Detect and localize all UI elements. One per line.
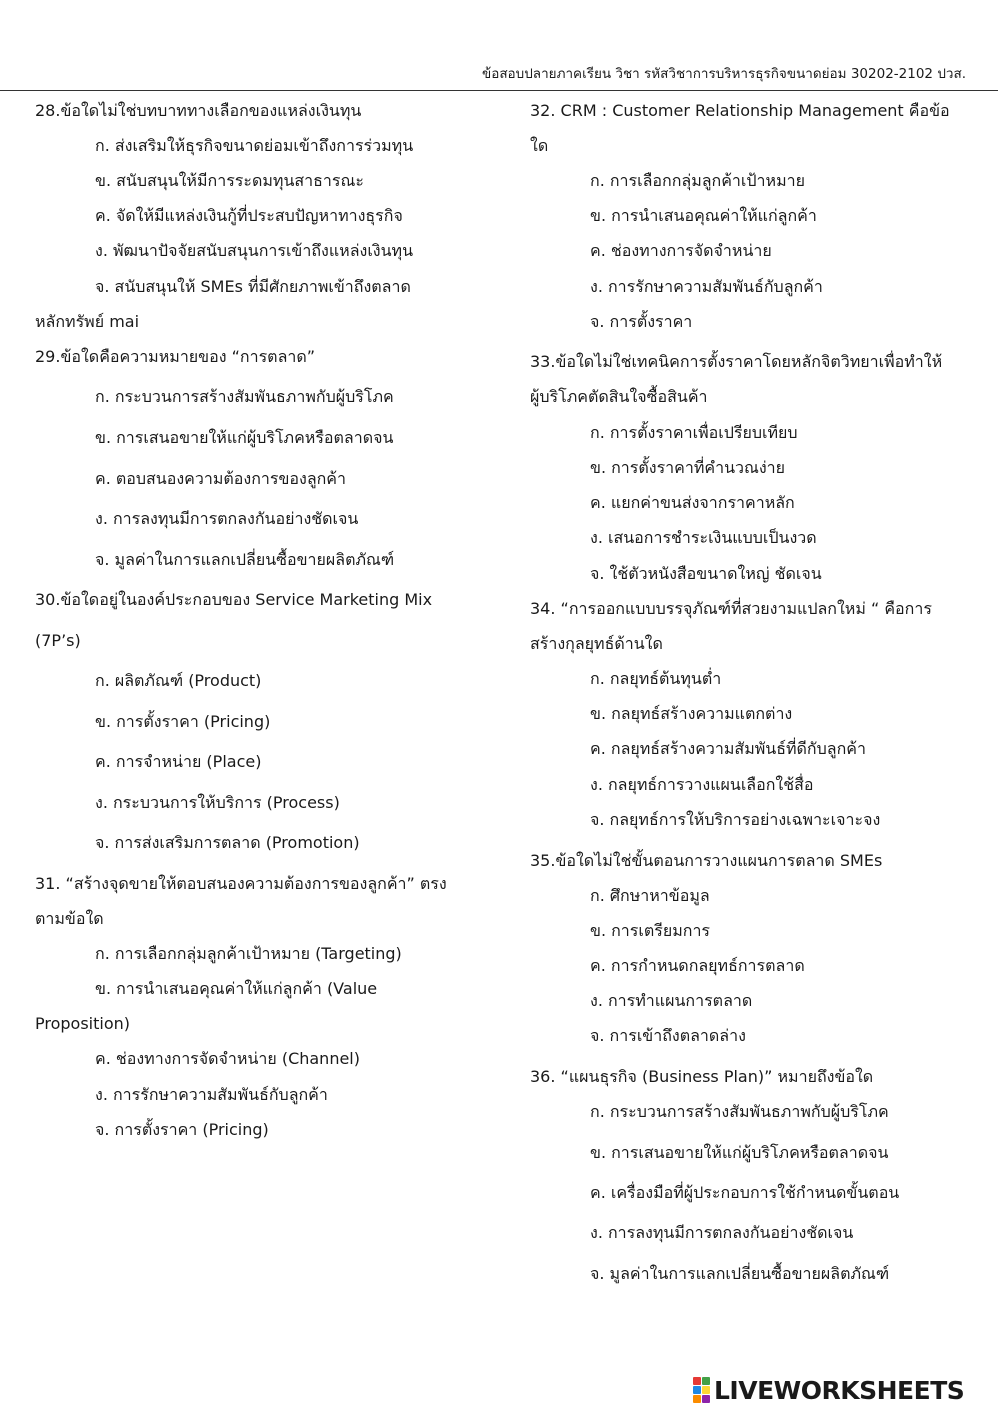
- answer-option: ค. กลยุทธ์สร้างความสัมพันธ์ที่ดีกับลูกค้า: [590, 739, 866, 758]
- answer-option: ก. กลยุทธ์ต้นทุนต่ำ: [590, 669, 722, 688]
- answer-option: ง. การลงทุนมีการตกลงกันอย่างชัดเจน: [590, 1223, 854, 1242]
- question-text: 32. CRM : Customer Relationship Management คือข้อ: [530, 101, 950, 120]
- logo-text: LIVEWORKSHEETS: [714, 1375, 965, 1405]
- answer-option: จ. มูลค่าในการแลกเปลี่ยนซื้อขายผลิตภัณฑ์: [590, 1264, 890, 1283]
- liveworksheets-logo: [693, 1372, 993, 1408]
- liveworksheets-logo-icon: [693, 1377, 710, 1403]
- question-text: ตามข้อใด: [35, 909, 104, 928]
- answer-option: ก. กระบวนการสร้างสัมพันธภาพกับผู้บริโภค: [590, 1102, 889, 1121]
- page-header: ข้อสอบปลายภาคเรียน วิชา รหัสวิชาการบริหารธุรกิจขนาดย่อม 30202-2102 ปวส.: [481, 66, 966, 82]
- question-text: สร้างกุลยุทธ์ด้านใด: [530, 634, 663, 653]
- question-text: 28.ข้อใดไม่ใช่บทบาททางเลือกของแหล่งเงินทุน: [35, 101, 362, 120]
- answer-option: ค. การจำหน่าย (Place): [95, 752, 262, 771]
- question-text: 36. “แผนธุรกิจ (Business Plan)” หมายถึงข้อใด: [530, 1067, 874, 1086]
- logo-square: [702, 1386, 710, 1394]
- question-text: 34. “การออกแบบบรรจุภัณฑ์ที่สวยงามแปลกใหม่ “ คือการ: [530, 599, 932, 618]
- answer-option: ค. แยกค่าขนส่งจากราคาหลัก: [590, 493, 795, 512]
- question-text: ใด: [530, 136, 549, 155]
- answer-option: ค. ช่องทางการจัดจำหน่าย (Channel): [95, 1049, 360, 1068]
- logo-square: [702, 1377, 710, 1385]
- answer-option: ค. เครื่องมือที่ผู้ประกอบการใช้กำหนดขั้นตอน: [590, 1183, 900, 1202]
- answer-option: ง. การรักษาความสัมพันธ์กับลูกค้า: [95, 1085, 328, 1104]
- answer-option: ข. การตั้งราคา (Pricing): [95, 712, 271, 731]
- answer-option: ข. การตั้งราคาที่คำนวณง่าย: [590, 458, 786, 477]
- answer-option: ง. การทำแผนการตลาด: [590, 991, 753, 1010]
- answer-option: จ. การตั้งราคา (Pricing): [95, 1120, 269, 1139]
- answer-option: ก. กระบวนการสร้างสัมพันธภาพกับผู้บริโภค: [95, 387, 394, 406]
- question-text: Proposition): [35, 1014, 130, 1033]
- answer-option: จ. สนับสนุนให้ SMEs ที่มีศักยภาพเข้าถึงตลาด: [95, 277, 411, 296]
- answer-option: ข. สนับสนุนให้มีการระดมทุนสาธารณะ: [95, 171, 364, 190]
- answer-option: ค. จัดให้มีแหล่งเงินกู้ที่ประสบปัญหาทางธุรกิจ: [95, 206, 403, 225]
- logo-square: [702, 1395, 710, 1403]
- answer-option: ค. ช่องทางการจัดจำหน่าย: [590, 241, 772, 260]
- question-text: 33.ข้อใดไม่ใช่เทคนิคการตั้งราคาโดยหลักจิตวิทยาเพื่อทำให้: [530, 352, 943, 371]
- answer-option: จ. มูลค่าในการแลกเปลี่ยนซื้อขายผลิตภัณฑ์: [95, 550, 395, 569]
- answer-option: ง. กระบวนการให้บริการ (Process): [95, 793, 340, 812]
- logo-square: [693, 1386, 701, 1394]
- answer-option: ก. การตั้งราคาเพื่อเปรียบเทียบ: [590, 423, 798, 442]
- answer-option: ง. เสนอการชำระเงินแบบเป็นงวด: [590, 528, 817, 547]
- question-text: 30.ข้อใดอยู่ในองค์ประกอบของ Service Marketing Mix: [35, 590, 433, 609]
- answer-option: ค. การกำหนดกลยุทธ์การตลาด: [590, 956, 805, 975]
- answer-option: ง. กลยุทธ์การวางแผนเลือกใช้สื่อ: [590, 775, 814, 794]
- question-text: 35.ข้อใดไม่ใช่ขั้นตอนการวางแผนการตลาด SMEs: [530, 851, 883, 870]
- answer-option: ง. การรักษาความสัมพันธ์กับลูกค้า: [590, 277, 823, 296]
- answer-option: จ. ใช้ตัวหนังสือขนาดใหญ่ ชัดเจน: [590, 564, 822, 583]
- answer-option: ข. กลยุทธ์สร้างความแตกต่าง: [590, 704, 793, 723]
- answer-option: ข. การเตรียมการ: [590, 921, 711, 940]
- answer-option: ข. การเสนอขายให้แก่ผู้บริโภคหรือตลาดจน: [590, 1143, 889, 1162]
- answer-option: ก. การเลือกกลุ่มลูกค้าเป้าหมาย (Targeting): [95, 944, 402, 963]
- answer-option: ข. การนำเสนอคุณค่าให้แก่ลูกค้า: [590, 206, 817, 225]
- answer-option: ง. การลงทุนมีการตกลงกันอย่างชัดเจน: [95, 509, 359, 528]
- answer-option: จ. การตั้งราคา: [590, 312, 693, 331]
- answer-option: จ. การส่งเสริมการตลาด (Promotion): [95, 833, 360, 852]
- answer-option: ก. ส่งเสริมให้ธุรกิจขนาดย่อมเข้าถึงการร่วมทุน: [95, 136, 414, 155]
- header-divider: [0, 90, 998, 91]
- answer-option: ก. ผลิตภัณฑ์ (Product): [95, 671, 262, 690]
- logo-square: [693, 1395, 701, 1403]
- question-text: หลักทรัพย์ mai: [35, 312, 140, 331]
- answer-option: ข. การนำเสนอคุณค่าให้แก่ลูกค้า (Value: [95, 979, 378, 998]
- question-text: ผู้บริโภคตัดสินใจซื้อสินค้า: [530, 387, 708, 406]
- question-text: 29.ข้อใดคือความหมายของ “การตลาด”: [35, 347, 316, 366]
- question-text: (7P’s): [35, 631, 81, 650]
- question-text: 31. “สร้างจุดขายให้ตอบสนองความต้องการของลูกค้า” ตรง: [35, 874, 447, 893]
- answer-option: ข. การเสนอขายให้แก่ผู้บริโภคหรือตลาดจน: [95, 428, 394, 447]
- logo-square: [693, 1377, 701, 1385]
- answer-option: จ. กลยุทธ์การให้บริการอย่างเฉพาะเจาะจง: [590, 810, 881, 829]
- answer-option: ง. พัฒนาปัจจัยสนับสนุนการเข้าถึงแหล่งเงินทุน: [95, 241, 414, 260]
- answer-option: ก. ศึกษาหาข้อมูล: [590, 886, 710, 905]
- answer-option: ก. การเลือกกลุ่มลูกค้าเป้าหมาย: [590, 171, 805, 190]
- answer-option: ค. ตอบสนองความต้องการของลูกค้า: [95, 469, 346, 488]
- answer-option: จ. การเข้าถึงตลาดล่าง: [590, 1026, 746, 1045]
